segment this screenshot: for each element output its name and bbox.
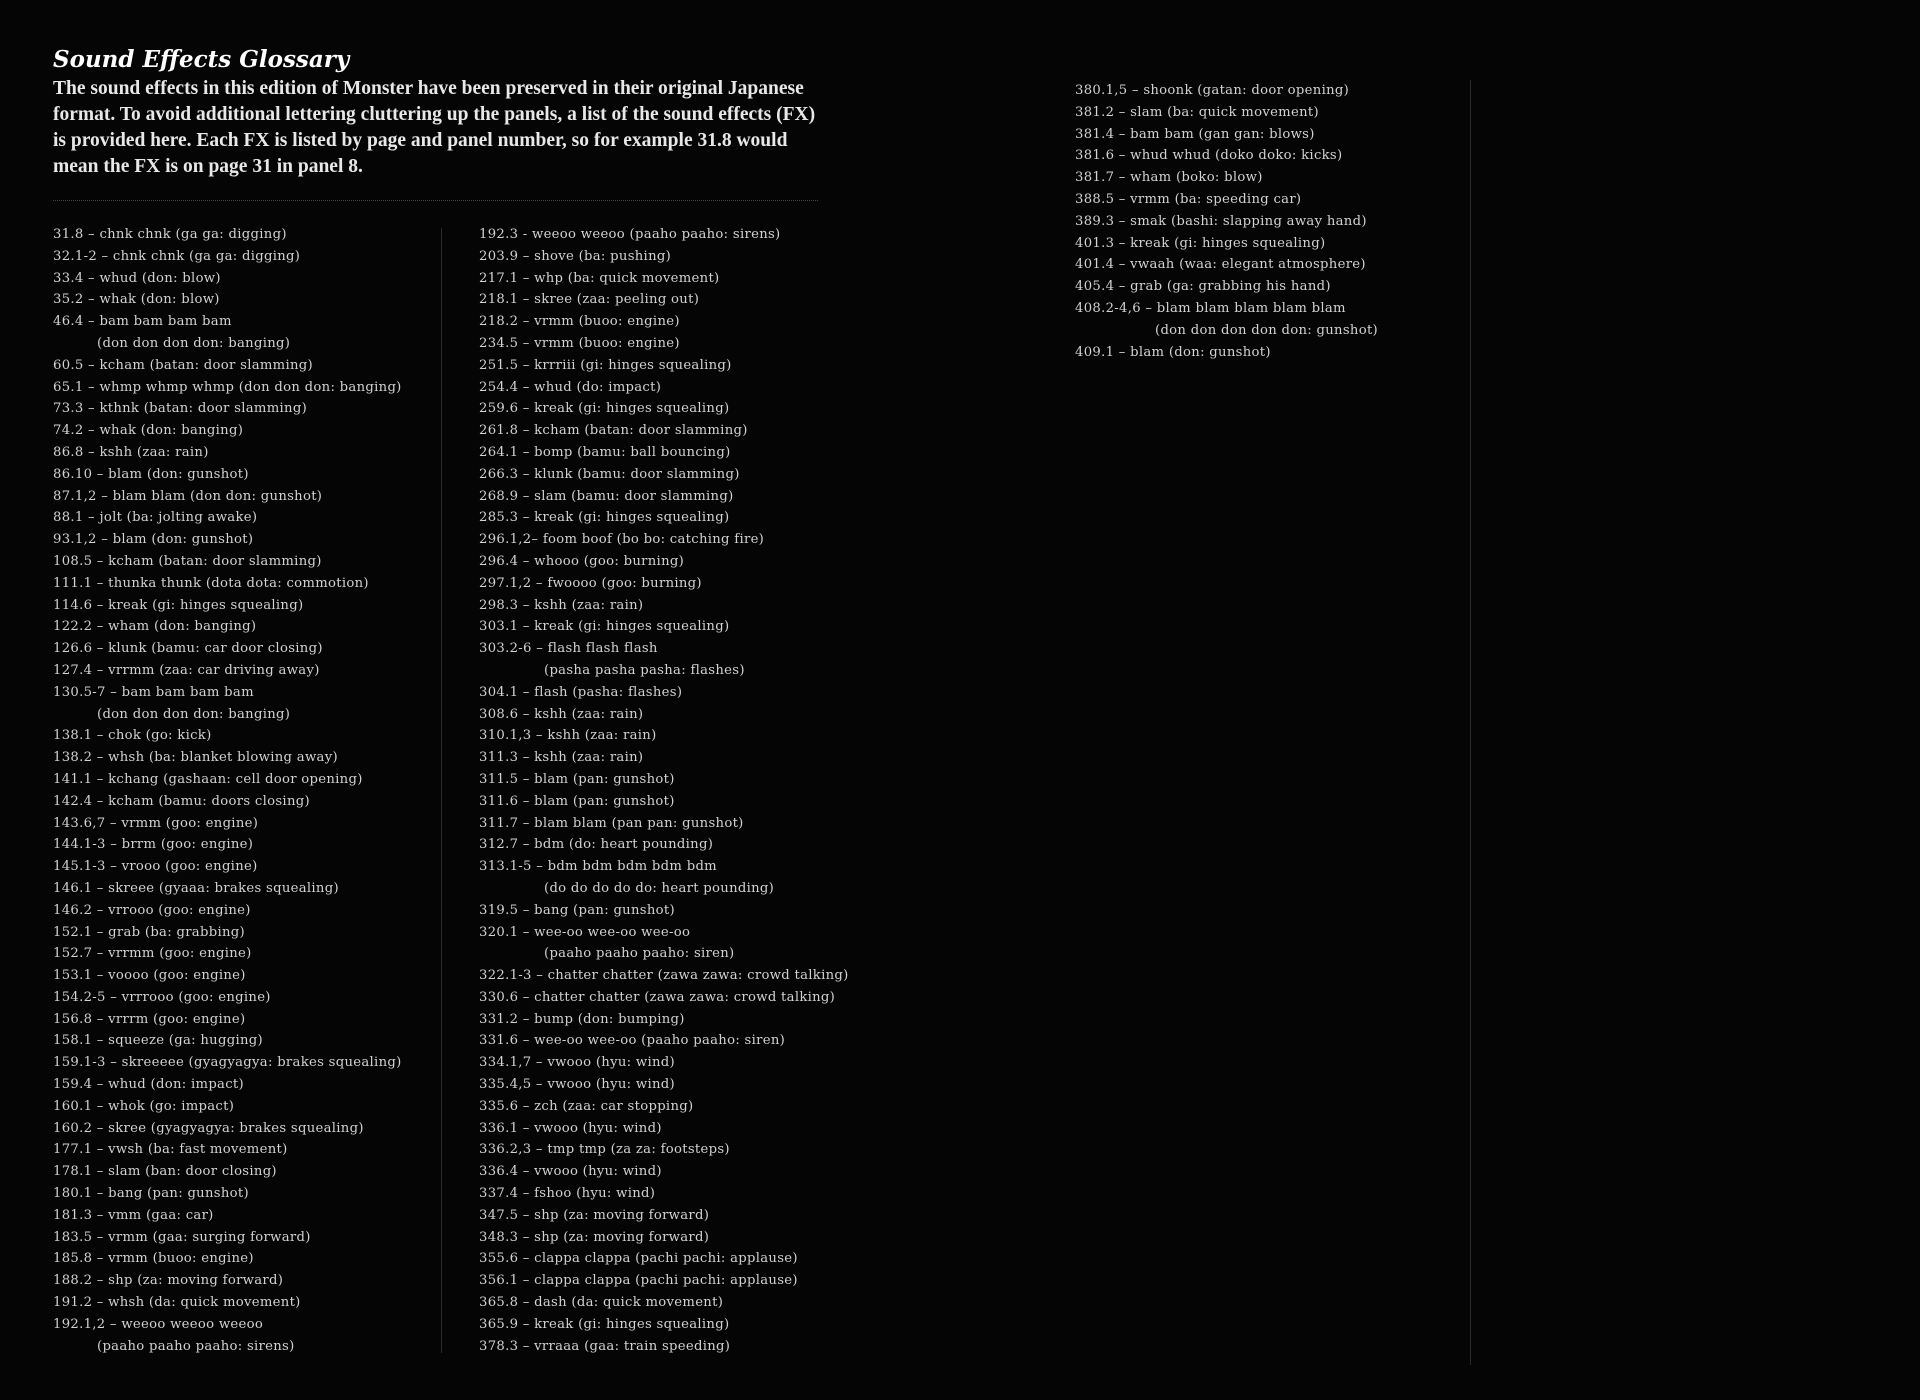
fx-entry: 308.6 – kshh (zaa: rain) <box>479 706 644 722</box>
fx-entry: 311.7 – blam blam (pan pan: gunshot) <box>479 815 744 831</box>
fx-entry: 46.4 – bam bam bam bam <box>53 314 232 330</box>
fx-entry: 337.4 – fshoo (hyu: wind) <box>479 1186 656 1202</box>
fx-column-1 <box>53 224 402 1357</box>
fx-entry: (don don don don: banging) <box>97 706 291 722</box>
fx-entry: 181.3 – vmm (gaa: car) <box>53 1207 214 1223</box>
fx-entry: 320.1 – wee-oo wee-oo wee-oo <box>479 924 691 940</box>
fx-entry: 261.8 – kcham (batan: door slamming) <box>479 423 748 439</box>
fx-entry: 60.5 – kcham (batan: door slamming) <box>53 357 313 373</box>
fx-entry: 297.1,2 – fwoooo (goo: burning) <box>479 575 702 591</box>
fx-entry: 183.5 – vrmm (gaa: surging forward) <box>53 1229 311 1245</box>
fx-entry: 126.6 – klunk (bamu: car door closing) <box>53 641 323 657</box>
fx-entry: (don don don don don: gunshot) <box>1155 322 1378 338</box>
fx-entry: 145.1-3 – vrooo (goo: engine) <box>53 859 258 875</box>
fx-entry: 303.1 – kreak (gi: hinges squealing) <box>479 619 730 635</box>
fx-entry: 322.1-3 – chatter chatter (zawa zawa: crowd talking) <box>479 968 849 984</box>
fx-entry: 347.5 – shp (za: moving forward) <box>479 1207 710 1223</box>
fx-entry: 335.4,5 – vwooo (hyu: wind) <box>479 1077 675 1093</box>
fx-entry: 88.1 – jolt (ba: jolting awake) <box>53 510 258 526</box>
fx-entry: 191.2 – whsh (da: quick movement) <box>53 1295 301 1311</box>
fx-entry: 177.1 – vwsh (ba: fast movement) <box>53 1142 288 1158</box>
fx-entry: 146.2 – vrrooo (goo: engine) <box>53 902 251 918</box>
fx-entry: 388.5 – vrmm (ba: speeding car) <box>1075 191 1302 207</box>
fx-entry: 264.1 – bomp (bamu: ball bouncing) <box>479 444 731 460</box>
fx-entry: 296.1,2– foom boof (bo bo: catching fire) <box>479 532 765 548</box>
fx-entry: 178.1 – slam (ban: door closing) <box>53 1164 277 1180</box>
fx-entry: 330.6 – chatter chatter (zawa zawa: crowd talking) <box>479 989 836 1005</box>
fx-entry: (do do do do do: heart pounding) <box>544 880 775 896</box>
fx-entry: 130.5-7 – bam bam bam bam <box>53 684 254 700</box>
fx-entry: 138.1 – chok (go: kick) <box>53 728 212 744</box>
fx-entry: 311.6 – blam (pan: gunshot) <box>479 793 675 809</box>
fx-entry: 33.4 – whud (don: blow) <box>53 270 221 286</box>
fx-entry: 122.2 – wham (don: banging) <box>53 619 257 635</box>
fx-entry: 409.1 – blam (don: gunshot) <box>1075 344 1271 360</box>
fx-entry: 331.6 – wee-oo wee-oo (paaho paaho: siren) <box>479 1033 786 1049</box>
column-divider <box>1470 80 1471 1365</box>
fx-entry: 336.2,3 – tmp tmp (za za: footsteps) <box>479 1142 730 1158</box>
fx-entry: 334.1,7 – vwooo (hyu: wind) <box>479 1055 675 1071</box>
fx-entry: 192.3 - weeoo weeoo (paaho paaho: sirens) <box>479 227 781 242</box>
fx-entry: 35.2 – whak (don: blow) <box>53 292 220 308</box>
fx-entry: 203.9 – shove (ba: pushing) <box>479 248 672 264</box>
fx-entry: (paaho paaho paaho: sirens) <box>97 1338 295 1354</box>
fx-entry: 348.3 – shp (za: moving forward) <box>479 1229 710 1245</box>
fx-entry: 143.6,7 – vrmm (goo: engine) <box>53 815 259 831</box>
fx-entry: 111.1 – thunka thunk (dota dota: commotion) <box>53 575 369 591</box>
fx-entry: 154.2-5 – vrrrooo (goo: engine) <box>53 989 271 1005</box>
fx-entry: 159.1-3 – skreeeee (gyagyagya: brakes squealing) <box>53 1055 402 1071</box>
fx-entry: 381.6 – whud whud (doko doko: kicks) <box>1075 148 1343 164</box>
fx-entry: 311.5 – blam (pan: gunshot) <box>479 771 675 787</box>
fx-entry: 381.4 – bam bam (gan gan: blows) <box>1075 126 1315 142</box>
fx-entry: 336.1 – vwooo (hyu: wind) <box>479 1120 662 1136</box>
fx-entry: 311.3 – kshh (zaa: rain) <box>479 750 644 766</box>
fx-entry: 310.1,3 – kshh (zaa: rain) <box>479 728 657 744</box>
fx-entry: 381.7 – wham (boko: blow) <box>1075 170 1263 186</box>
fx-entry: 355.6 – clappa clappa (pachi pachi: applause) <box>479 1251 798 1267</box>
fx-entry: 188.2 – shp (za: moving forward) <box>53 1273 284 1289</box>
fx-entry: 156.8 – vrrrm (goo: engine) <box>53 1011 246 1027</box>
fx-entry: 268.9 – slam (bamu: door slamming) <box>479 488 734 504</box>
fx-entry: 152.1 – grab (ba: grabbing) <box>53 924 245 940</box>
fx-entry: 218.1 – skree (zaa: peeling out) <box>479 292 700 308</box>
fx-entry: 93.1,2 – blam (don: gunshot) <box>53 532 254 548</box>
fx-entry: 144.1-3 – brrm (goo: engine) <box>53 837 254 853</box>
fx-entry: 87.1,2 – blam blam (don don: gunshot) <box>53 488 323 504</box>
fx-entry: 160.1 – whok (go: impact) <box>53 1098 235 1114</box>
fx-entry: 365.8 – dash (da: quick movement) <box>479 1295 724 1311</box>
fx-column-3 <box>1075 80 1378 363</box>
section-divider <box>53 200 818 201</box>
fx-entry: 217.1 – whp (ba: quick movement) <box>479 270 720 286</box>
fx-entry: 285.3 – kreak (gi: hinges squealing) <box>479 510 730 526</box>
fx-entry: 336.4 – vwooo (hyu: wind) <box>479 1164 662 1180</box>
fx-entry: 313.1-5 – bdm bdm bdm bdm bdm <box>479 859 717 875</box>
fx-entry: 331.2 – bump (don: bumping) <box>479 1011 685 1027</box>
fx-entry: 65.1 – whmp whmp whmp (don don don: banging) <box>53 379 402 395</box>
fx-entry: 259.6 – kreak (gi: hinges squealing) <box>479 401 730 417</box>
fx-entry: 254.4 – whud (do: impact) <box>479 379 662 395</box>
fx-entry: 401.4 – vwaah (waa: elegant atmosphere) <box>1075 257 1366 273</box>
fx-entry: 160.2 – skree (gyagyagya: brakes squealing) <box>53 1120 364 1136</box>
fx-entry: 180.1 – bang (pan: gunshot) <box>53 1186 249 1202</box>
fx-entry: 365.9 – kreak (gi: hinges squealing) <box>479 1316 730 1332</box>
fx-entry: 74.2 – whak (don: banging) <box>53 423 244 439</box>
fx-entry: (paaho paaho paaho: siren) <box>544 946 735 962</box>
fx-entry: 234.5 – vrmm (buoo: engine) <box>479 335 680 351</box>
column-divider <box>441 228 442 1353</box>
fx-entry: 319.5 – bang (pan: gunshot) <box>479 902 675 918</box>
fx-entry: 141.1 – kchang (gashaan: cell door opening) <box>53 771 363 787</box>
fx-entry: 192.1,2 – weeoo weeoo weeoo <box>53 1316 264 1332</box>
fx-entry: 312.7 – bdm (do: heart pounding) <box>479 837 714 853</box>
fx-column-2 <box>479 224 849 1357</box>
fx-entry: 108.5 – kcham (batan: door slamming) <box>53 553 322 569</box>
fx-entry: 158.1 – squeeze (ga: hugging) <box>53 1033 263 1049</box>
fx-entry: 146.1 – skreee (gyaaa: brakes squealing) <box>53 880 339 896</box>
fx-entry: 86.8 – kshh (zaa: rain) <box>53 444 209 460</box>
fx-entry: (pasha pasha pasha: flashes) <box>544 662 745 678</box>
fx-entry: 127.4 – vrrmm (zaa: car driving away) <box>53 662 320 678</box>
fx-entry: 304.1 – flash (pasha: flashes) <box>479 684 683 700</box>
fx-entry: 152.7 – vrrmm (goo: engine) <box>53 946 252 962</box>
fx-entry: 405.4 – grab (ga: grabbing his hand) <box>1075 279 1331 295</box>
fx-entry: 185.8 – vrmm (buoo: engine) <box>53 1251 254 1267</box>
fx-entry: 378.3 – vrraaa (gaa: train speeding) <box>479 1338 731 1354</box>
glossary-title: Sound Effects Glossary <box>53 46 350 73</box>
fx-entry: 389.3 – smak (bashi: slapping away hand) <box>1075 213 1367 229</box>
fx-entry: 251.5 – krrriii (gi: hinges squealing) <box>479 357 732 373</box>
fx-entry: 298.3 – kshh (zaa: rain) <box>479 597 644 613</box>
fx-entry: 356.1 – clappa clappa (pachi pachi: applause) <box>479 1273 798 1289</box>
fx-entry: 32.1-2 – chnk chnk (ga ga: digging) <box>53 248 301 264</box>
fx-entry: 303.2-6 – flash flash flash <box>479 641 658 657</box>
fx-entry: 114.6 – kreak (gi: hinges squealing) <box>53 597 304 613</box>
fx-entry: 86.10 – blam (don: gunshot) <box>53 466 249 482</box>
fx-entry: 142.4 – kcham (bamu: doors closing) <box>53 793 310 809</box>
fx-entry: 218.2 – vrmm (buoo: engine) <box>479 314 680 330</box>
fx-entry: 335.6 – zch (zaa: car stopping) <box>479 1098 694 1114</box>
fx-entry: 138.2 – whsh (ba: blanket blowing away) <box>53 750 338 766</box>
fx-entry: 401.3 – kreak (gi: hinges squealing) <box>1075 235 1326 251</box>
fx-entry: (don don don don: banging) <box>97 335 291 351</box>
glossary-intro: The sound effects in this edition of Monster have been preserved in their original Japanese format. To avoid additional lettering cluttering up the panels, a list of the sound effects (FX) is provided here. Each FX is listed by page and panel number, so for example 31.8 would mean the FX is on page 31 in panel 8. <box>53 78 816 177</box>
fx-entry: 266.3 – klunk (bamu: door slamming) <box>479 466 740 482</box>
fx-entry: 31.8 – chnk chnk (ga ga: digging) <box>53 227 287 242</box>
fx-entry: 159.4 – whud (don: impact) <box>53 1077 244 1093</box>
fx-entry: 153.1 – voooo (goo: engine) <box>53 968 246 984</box>
fx-entry: 381.2 – slam (ba: quick movement) <box>1075 104 1319 120</box>
fx-entry: 408.2-4,6 – blam blam blam blam blam <box>1075 300 1346 316</box>
fx-entry: 296.4 – whooo (goo: burning) <box>479 553 685 569</box>
fx-entry: 73.3 – kthnk (batan: door slamming) <box>53 401 308 417</box>
fx-entry: 380.1,5 – shoonk (gatan: door opening) <box>1075 83 1350 98</box>
